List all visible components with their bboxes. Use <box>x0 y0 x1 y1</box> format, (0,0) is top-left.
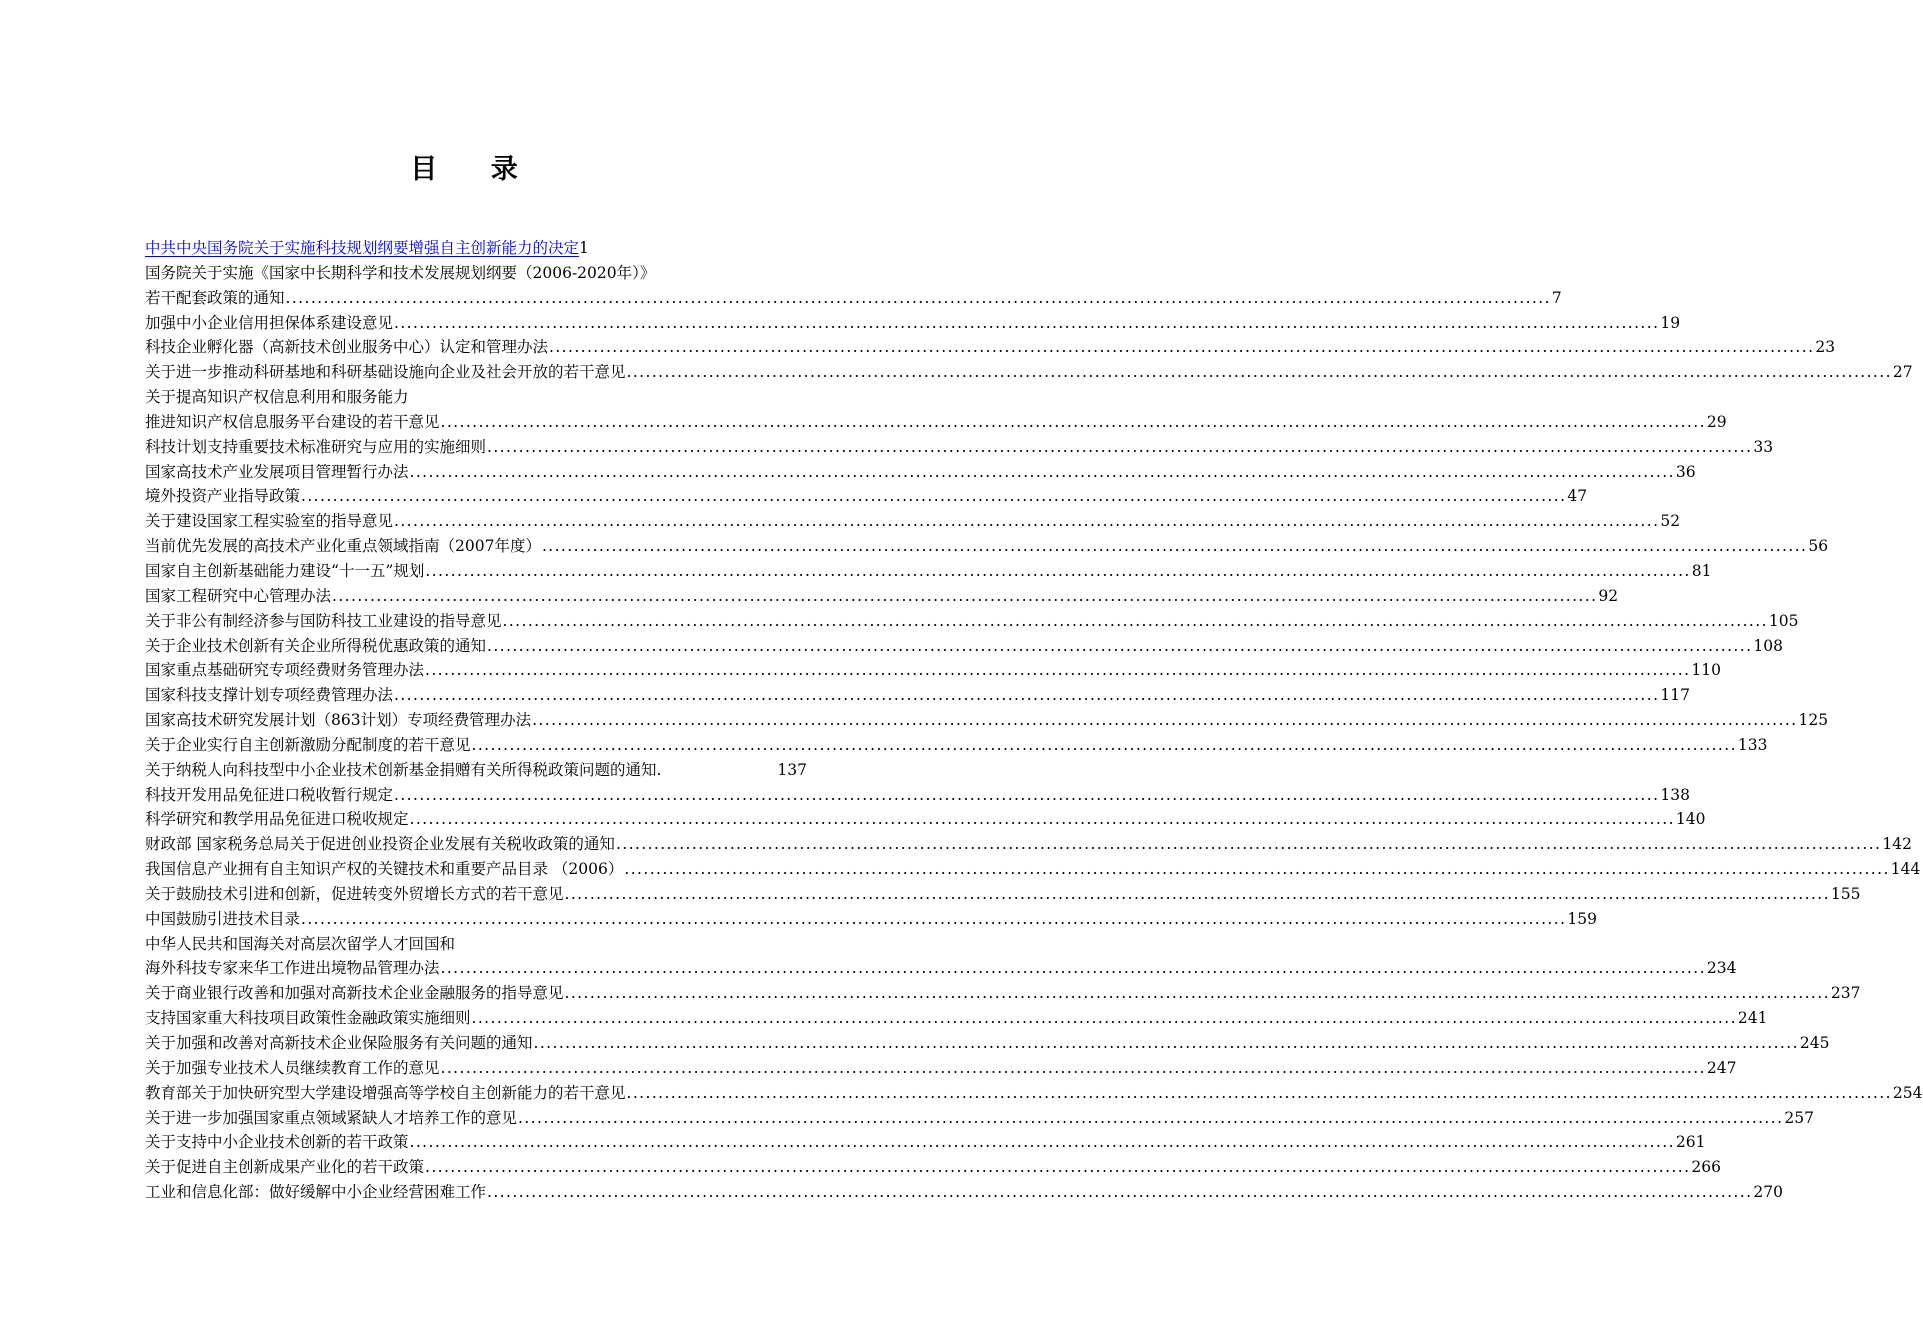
toc-dot-leader: ........................................................................................................................................................................................................ <box>615 835 1882 854</box>
toc-page-number: 144 <box>1890 860 1921 879</box>
toc-dot-leader: ........................................................................................................................................................................................................ <box>394 686 1660 705</box>
toc-dot-leader: ........................................................................................................................................................................................................ <box>626 1083 1892 1102</box>
toc-dot-leader: ........................................................................................................................................................................................................ <box>471 735 1737 754</box>
toc-dot-leader: ........................................................................................................................................................................................................ <box>332 586 1598 605</box>
toc-dot-leader: ........................................................................................................................................................................................................ <box>285 288 1551 307</box>
toc-page-number: 23 <box>1815 338 1836 357</box>
toc-dot-leader: ........................................................................................................................................................................................................ <box>425 561 1691 580</box>
toc-entry-title: 当前优先发展的高技术产业化重点领域指南（2007年度） <box>145 537 541 556</box>
toc-entry <box>145 534 1829 559</box>
toc-entry-title: 国家重点基础研究专项经费财务管理办法 <box>145 661 425 680</box>
toc-entry-title: 关于非公有制经济参与国防科技工业建设的指导意见 <box>145 611 502 630</box>
toc-entry <box>145 1006 1768 1031</box>
toc-entry-title: 国家工程研究中心管理办法 <box>145 586 332 605</box>
toc-entry-title: 关于进一步加强国家重点领域紧缺人才培养工作的意见 <box>145 1108 518 1127</box>
toc-entry-title: 关于促进自主创新成果产业化的若干政策 <box>145 1158 425 1177</box>
toc-entry <box>145 758 807 783</box>
toc-page-number: 19 <box>1660 313 1681 332</box>
toc-dot-leader: ........................................................................................................................................................................................................ <box>409 462 1675 481</box>
toc-page-number: 81 <box>1691 561 1712 580</box>
toc-page-number: 155 <box>1830 884 1861 903</box>
toc-page-number: 133 <box>1737 735 1768 754</box>
toc-entry-title: 教育部关于加快研究型大学建设增强高等学校自主创新能力的若干意见 <box>145 1083 626 1102</box>
toc-entry <box>145 1130 1706 1155</box>
page-title: 目 录 <box>410 154 540 185</box>
toc-entry <box>145 658 1722 683</box>
toc-page-number: 270 <box>1753 1183 1784 1202</box>
toc-entry <box>145 634 1784 659</box>
toc-entry <box>145 1155 1722 1180</box>
toc-entry-title: 关于进一步推动科研基地和科研基础设施向企业及社会开放的若干意见 <box>145 363 626 382</box>
toc-entry-title: 推进知识产权信息服务平台建设的若干意见 <box>145 412 440 431</box>
toc-entry-title: 关于鼓励技术引进和创新，促进转变外贸增长方式的若干意见 <box>145 884 564 903</box>
toc-entry-title: 海外科技专家来华工作进出境物品管理办法 <box>145 959 440 978</box>
toc-page-number: 105 <box>1768 611 1799 630</box>
toc-entry-title: 境外投资产业指导政策 <box>145 487 301 506</box>
toc-entry <box>145 832 1912 857</box>
toc-page-number: 261 <box>1675 1133 1706 1152</box>
toc-page-number: 257 <box>1784 1108 1815 1127</box>
toc-entry-title: 关于纳税人向科技型中小企业技术创新基金捐赠有关所得税政策问题的通知. <box>145 760 662 779</box>
toc-entry <box>145 484 1588 509</box>
toc-page-number: 36 <box>1675 462 1696 481</box>
toc-page-number: 237 <box>1830 984 1861 1003</box>
toc-entry-title: 关于建设国家工程实验室的指导意见 <box>145 512 394 531</box>
toc-page-number: 1 <box>579 239 589 257</box>
toc-entry-title: 科技企业孵化器（高新技术创业服务中心）认定和管理办法 <box>145 338 549 357</box>
toc-dot-leader: ........................................................................................................................................................................................................ <box>541 537 1808 556</box>
toc-page-number: 138 <box>1660 785 1691 804</box>
toc-entry-title: 关于提高知识产权信息利用和服务能力 <box>145 388 409 407</box>
toc-dot-leader: ........................................................................................................................................................................................................ <box>487 1183 1753 1202</box>
toc-entry[interactable] <box>145 236 807 261</box>
toc-dot-leader: ........................................................................................................................................................................................................ <box>425 1158 1691 1177</box>
toc-dot-leader: ........................................................................................................................................................................................................ <box>394 313 1660 332</box>
toc-page-number: 266 <box>1691 1158 1722 1177</box>
toc-page-number: 142 <box>1882 835 1912 854</box>
toc-entry <box>145 509 1681 534</box>
toc-dot-leader: ........................................................................................................................................................................................................ <box>533 1034 1799 1052</box>
toc-page-number: 247 <box>1706 1058 1737 1077</box>
toc-entry-title: 科技开发用品免征进口税收暂行规定 <box>145 785 394 804</box>
toc-entry <box>145 907 1598 932</box>
toc-page-number: 33 <box>1753 437 1774 456</box>
toc-entry-title: 科学研究和教学用品免征进口税收规定 <box>145 810 409 829</box>
toc-entry <box>145 981 1861 1006</box>
toc-dot-leader: ........................................................................................................................................................................................................ <box>409 810 1675 829</box>
toc-dot-leader: ........................................................................................................................................................................................................ <box>440 412 1706 431</box>
toc-entry <box>145 584 1619 609</box>
toc-entry-title: 关于加强专业技术人员继续教育工作的意见 <box>145 1058 440 1077</box>
toc-entry <box>145 857 1921 882</box>
toc-entry <box>145 882 1861 907</box>
toc-entry <box>145 807 1706 832</box>
toc-entry-title: 国家高技术产业发展项目管理暂行办法 <box>145 462 409 481</box>
toc-dot-leader: ........................................................................................................................................................................................................ <box>549 338 1815 357</box>
toc-dot-leader: ........................................................................................................................................................................................................ <box>518 1108 1784 1127</box>
toc-dot-leader: ........................................................................................................................................................................................................ <box>471 1009 1737 1028</box>
toc-dot-leader: ........................................................................................................................................................................................................ <box>532 711 1798 730</box>
toc-page-number: 7 <box>1551 288 1562 307</box>
toc-entry-title: 国务院关于实施《国家中长期科学和技术发展规划纲要（2006-2020年）》 <box>145 263 656 282</box>
toc-entry-title: 工业和信息化部：做好缓解中小企业经营困难工作 <box>145 1183 487 1202</box>
toc-page-number: 29 <box>1706 412 1727 431</box>
toc-entry <box>145 956 1737 981</box>
toc-page-number: 234 <box>1706 959 1737 978</box>
toc-entry-title: 中华人民共和国海关对高层次留学人才回国和 <box>145 934 456 953</box>
toc-dot-leader: ........................................................................................................................................................................................................ <box>440 959 1706 978</box>
toc-entry <box>145 609 1799 634</box>
toc-entry-title: 国家自主创新基础能力建设“十一五”规划 <box>145 561 425 580</box>
toc-entry-title: 科技计划支持重要技术标准研究与应用的实施细则 <box>145 437 487 456</box>
toc-entry <box>145 435 1774 460</box>
toc-page-number: 27 <box>1892 363 1913 382</box>
toc-entry <box>145 733 1768 758</box>
toc-entry-title: 中国鼓励引进技术目录 <box>145 909 301 928</box>
toc-dot-leader: ........................................................................................................................................................................................................ <box>440 1058 1706 1077</box>
toc-entry-title: 我国信息产业拥有自主知识产权的关键技术和重要产品目录 （2006） <box>145 860 624 879</box>
toc-dot-leader: ........................................................................................................................................................................................................ <box>425 661 1691 680</box>
toc-entry <box>145 1106 1815 1131</box>
toc-entry <box>145 460 1696 485</box>
toc-page-number: 47 <box>1567 487 1588 506</box>
toc-entry <box>145 708 1829 733</box>
toc-entry-title: 国家高技术研究发展计划（863计划）专项经费管理办法 <box>145 711 532 730</box>
toc-entry <box>145 683 1691 708</box>
toc-dot-leader: ........................................................................................................................................................................................................ <box>409 1133 1675 1152</box>
toc-entry-title: 财政部 国家税务总局关于促进创业投资企业发展有关税收政策的通知 <box>145 835 615 854</box>
toc-entry <box>145 1031 1830 1056</box>
toc-dot-leader: ........................................................................................................................................................................................................ <box>564 884 1830 903</box>
toc-entry <box>145 783 1691 808</box>
toc-entry <box>145 385 807 410</box>
toc-page-number: 117 <box>1660 686 1691 705</box>
toc-entry <box>145 360 1913 385</box>
toc-dot-leader: ........................................................................................................................................................................................................ <box>394 512 1660 531</box>
toc-entry-title: 加强中小企业信用担保体系建设意见 <box>145 313 394 332</box>
toc-page-number: 108 <box>1753 636 1784 655</box>
toc-entry-title: 国家科技支撑计划专项经费管理办法 <box>145 686 394 705</box>
toc-page-number: 140 <box>1675 810 1706 829</box>
toc-dot-leader: ........................................................................................................................................................................................................ <box>502 611 1768 630</box>
toc-entry <box>145 1056 1737 1081</box>
toc-dot-leader: ........................................................................................................................................................................................................ <box>626 363 1892 382</box>
toc-entry-title: 关于加强和改善对高新技术企业保险服务有关问题的通知 <box>145 1034 533 1052</box>
toc-page-number: 254 <box>1892 1083 1923 1102</box>
toc-entry-link[interactable]: 中共中央国务院关于实施科技规划纲要增强自主创新能力的决定 <box>145 239 580 257</box>
toc-dot-leader: ........................................................................................................................................................................................................ <box>487 636 1753 655</box>
toc-entry <box>145 311 1681 336</box>
toc-page-number: 241 <box>1737 1009 1768 1028</box>
toc-page-number: 137 <box>777 760 807 779</box>
toc-entry <box>145 261 807 286</box>
toc-page-number: 56 <box>1808 537 1829 556</box>
toc-entry-title: 关于商业银行改善和加强对高新技术企业金融服务的指导意见 <box>145 984 564 1003</box>
toc-dot-leader: ........................................................................................................................................................................................................ <box>487 437 1753 456</box>
toc-entry-title: 支持国家重大科技项目政策性金融政策实施细则 <box>145 1009 471 1028</box>
toc-entry <box>145 410 1727 435</box>
toc-page-number: 159 <box>1567 909 1598 928</box>
toc-entry-title: 关于支持中小企业技术创新的若干政策 <box>145 1133 409 1152</box>
toc-entry <box>145 1081 1923 1106</box>
toc-dot-leader: ........................................................................................................................................................................................................ <box>301 487 1567 506</box>
toc-entry <box>145 335 1836 360</box>
toc-page-number: 245 <box>1799 1034 1830 1052</box>
toc-dot-leader: ........................................................................................................................................................................................................ <box>394 785 1660 804</box>
toc-entry-title: 关于企业实行自主创新激励分配制度的若干意见 <box>145 735 471 754</box>
toc-page-number: 125 <box>1798 711 1829 730</box>
table-of-contents <box>145 236 1923 1205</box>
toc-dot-leader: ........................................................................................................................................................................................................ <box>301 909 1567 928</box>
toc-entry <box>145 559 1712 584</box>
toc-entry <box>145 932 807 957</box>
toc-entry-title: 关于企业技术创新有关企业所得税优惠政策的通知 <box>145 636 487 655</box>
toc-entry-title: 若干配套政策的通知 <box>145 288 285 307</box>
toc-dot-leader: ........................................................................................................................................................................................................ <box>564 984 1830 1003</box>
toc-page-number: 110 <box>1691 661 1722 680</box>
toc-dot-leader: ........................................................................................................................................................................................................ <box>624 860 1890 879</box>
toc-entry <box>145 286 1562 311</box>
toc-entry <box>145 1180 1784 1205</box>
toc-page-number: 52 <box>1660 512 1681 531</box>
toc-page-number: 92 <box>1598 586 1619 605</box>
